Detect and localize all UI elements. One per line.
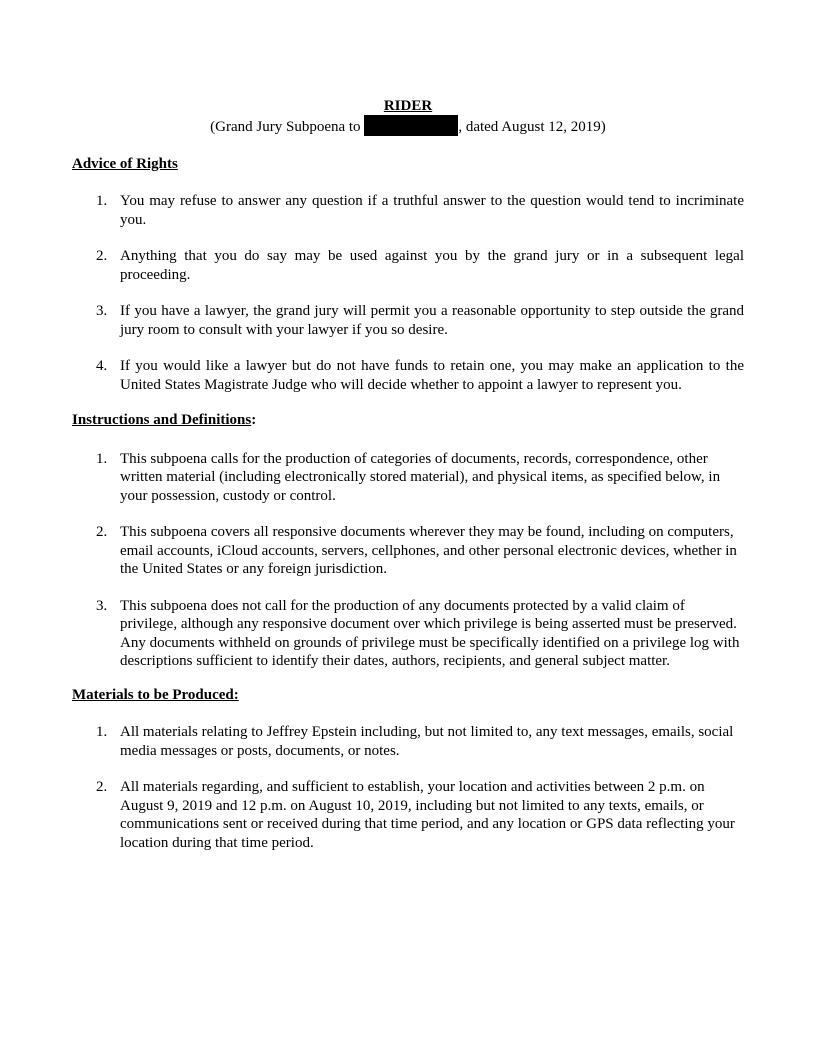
list-item: 1. All materials relating to Jeffrey Epstein including, but not limited to, any text messages, emails, social media messages or posts, documents, or notes.: [96, 724, 734, 759]
list-item: 2. This subpoena covers all responsive documents wherever they may be found, including on computers, email accounts, iCloud accounts, servers, cellphones, and other personal electronic devices, whether in the United States or any foreign jurisdiction.: [96, 524, 737, 577]
list-item: 1. You may refuse to answer any question if a truthful answer to the question would tend to incriminate you.: [96, 193, 744, 228]
document-page: [72, 97, 744, 852]
subtitle-prefix: (Grand Jury Subpoena to: [210, 119, 365, 135]
document-title: RIDER: [383, 98, 433, 114]
redaction-box: [364, 115, 458, 136]
instructions-heading: Instructions and Definitions:: [72, 412, 257, 428]
subtitle-suffix: , dated August 12, 2019): [458, 119, 606, 135]
materials-heading: Materials to be Produced:: [72, 686, 239, 703]
document-subtitle: [72, 115, 744, 137]
materials-list: [72, 723, 744, 852]
list-item: 3. This subpoena does not call for the production of any documents protected by a valid claim of privilege, although any responsive document over which privilege is being asserted must be preserved. Any documents withheld on grounds of privilege must be specifically identified on a privilege log with descriptions sufficient to identify their dates, authors, recipients, and general subject matter.: [96, 597, 740, 669]
list-item: 4. If you would like a lawyer but do not have funds to retain one, you may make an application to the United States Magistrate Judge who will decide whether to appoint a lawyer to represent you.: [96, 358, 744, 393]
list-item: 2. Anything that you do say may be used against you by the grand jury or in a subsequent legal proceeding.: [96, 248, 744, 283]
instructions-list: [72, 450, 744, 671]
list-item: 2. All materials regarding, and sufficient to establish, your location and activities between 2 p.m. on August 9, 2019 and 12 p.m. on August 10, 2019, including but not limited to any texts, emails, or communications sent or received during that time period, and any location or GPS data reflecting your location during that time period.: [96, 779, 735, 851]
advice-heading: Advice of Rights: [72, 155, 178, 172]
advice-list: [72, 192, 744, 394]
list-item: 3. If you have a lawyer, the grand jury will permit you a reasonable opportunity to step outside the grand jury room to consult with your lawyer if you so desire.: [96, 303, 744, 338]
list-item: 1. This subpoena calls for the production of categories of documents, records, correspondence, other written material (including electronically stored material), and physical items, as specified below, in your possession, custody or control.: [96, 450, 721, 504]
